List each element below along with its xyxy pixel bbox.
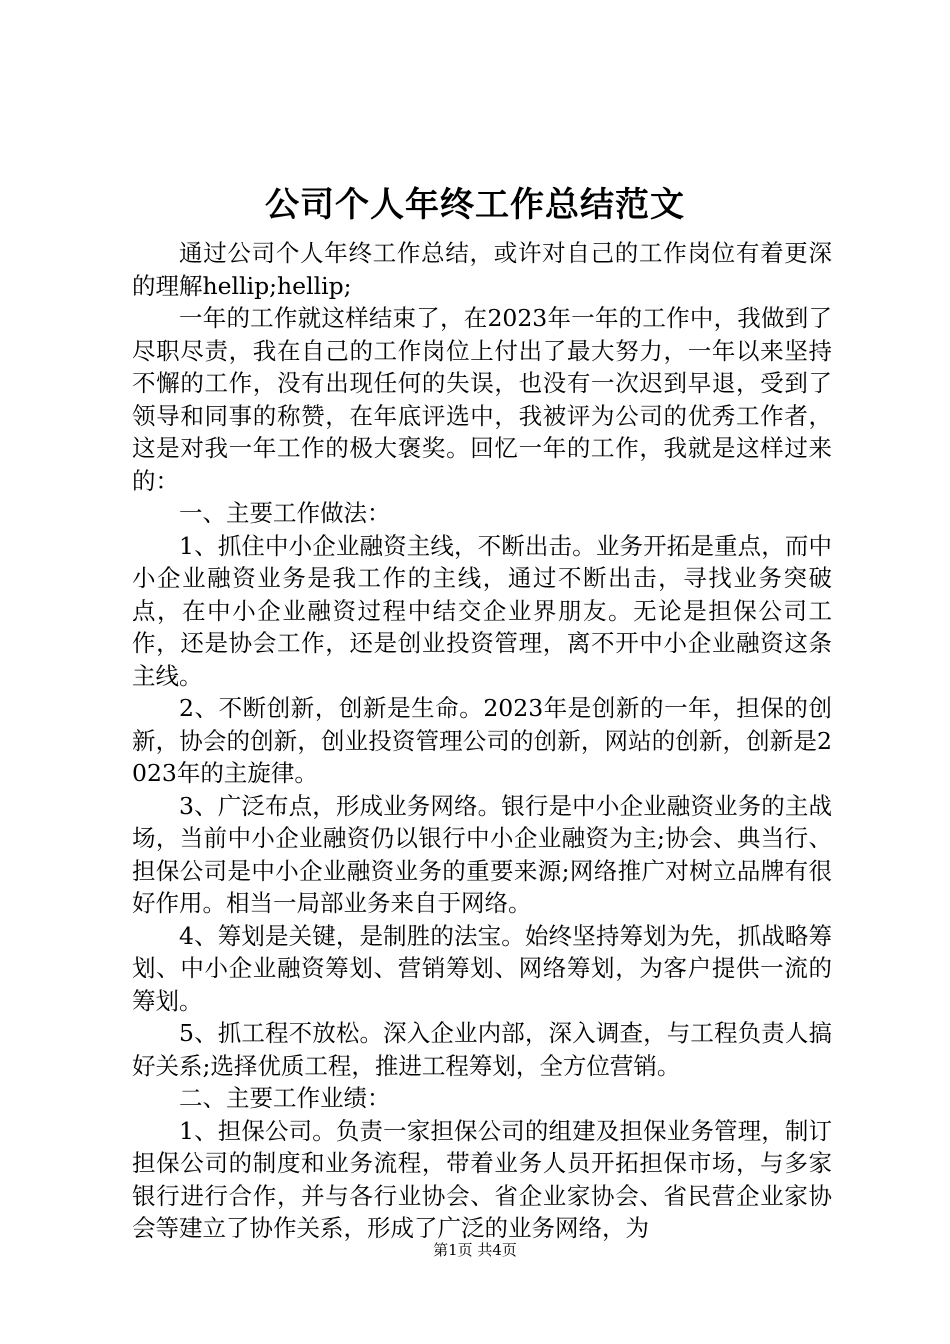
section-heading-methods: 一、主要工作做法： (179, 499, 391, 527)
paragraph-method-1: 1、抓住中小企业融资主线，不断出击。业务开拓是重点，而中小企业融资业务是我工作的主线，通过不断出击，寻找业务突破点，在中小企业融资过程中结交企业界朋友。无论是担保公司工作，还是协会工作，还是创业投资管理，离不开中小企业融资这条主线。 (132, 531, 832, 690)
paragraph-method-5: 5、抓工程不放松。深入企业内部，深入调查，与工程负责人搞好关系;选择优质工程，推进工程筹划，全方位营销。 (132, 1019, 832, 1080)
document-title: 公司个人年终工作总结范文 (265, 185, 685, 225)
section-heading-results: 二、主要工作业绩： (179, 1084, 391, 1112)
paragraph-overview: 一年的工作就这样结束了，在2023年一年的工作中，我做到了尽职尽责，我在自己的工作岗位上付出了最大努力，一年以来坚持不懈的工作，没有出现任何的失误，也没有一次迟到早退，受到了领导和同事的称赞，在年底评选中，我被评为公司的优秀工作者，这是对我一年工作的极大褒奖。回忆一年的工作，我就是这样过来的： (132, 304, 832, 495)
paragraph-method-3: 3、广泛布点，形成业务网络。银行是中小企业融资业务的主战场，当前中小企业融资仍以银行中小企业融资为主;协会、典当行、担保公司是中小企业融资业务的重要来源;网络推广对树立品牌有很好作用。相当一局部业务来自于网络。 (132, 791, 832, 917)
paragraph-result-1: 1、担保公司。负责一家担保公司的组建及担保业务管理，制订担保公司的制度和业务流程，带着业务人员开拓担保市场，与多家银行进行合作，并与各行业协会、省企业家协会、省民营企业家协会等建立了协作关系，形成了广泛的业务网络，为 (132, 1116, 832, 1242)
page-footer: 第1页 共4页 (433, 1241, 517, 1259)
document-body (132, 237, 832, 1245)
paragraph-method-2: 2、不断创新，创新是生命。2023年是创新的一年，担保的创新，协会的创新，创业投资管理公司的创新，网站的创新，创新是2023年的主旋律。 (132, 694, 832, 787)
paragraph-intro: 通过公司个人年终工作总结，或许对自己的工作岗位有着更深的理解hellip;hellip; (132, 239, 832, 300)
paragraph-method-4: 4、筹划是关键，是制胜的法宝。始终坚持筹划为先，抓战略筹划、中小企业融资筹划、营销筹划、网络筹划，为客户提供一流的筹划。 (132, 921, 832, 1015)
